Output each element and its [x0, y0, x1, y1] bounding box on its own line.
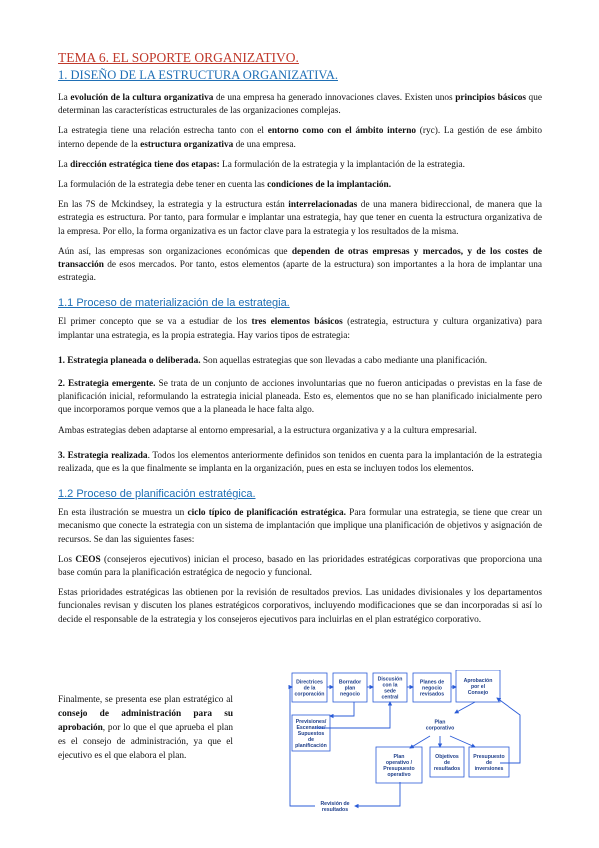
diagram-node: [292, 715, 330, 751]
paragraph: 2. Estrategia emergente. Se trata de un conjunto de acciones involuntarias que no fueron anticipadas o previstas en la fase de planificación inicial, reformulando la estrategia inicial planeada. Esto es, elementos que no se han planificado inicialmente pero que incorporamos porque vemos que a la planeada le hace falta algo.: [58, 379, 543, 416]
page-title: TEMA 6. EL SOPORTE ORGANIZATIVO.: [58, 50, 299, 65]
diagram-node-label: Directrices: [296, 679, 323, 686]
diagram-node-label: corporación: [294, 691, 325, 698]
paragraph: El primer concepto que se va a estudiar de los tres elementos básicos (estrategia, estructura y cultura organizativa) para implantar una estrategia, es la propia estrategia. Hay varios tipos de estrategia:: [58, 317, 543, 341]
diagram-node-label: revisados: [419, 691, 445, 698]
diagram-node: [456, 670, 500, 702]
diagram-node-label: planificación: [295, 742, 327, 749]
diagram-node-label: Aprobación: [463, 677, 493, 684]
diagram-node-label: negocio: [422, 685, 442, 692]
diagram-node: [373, 673, 407, 702]
paragraph: Ambas estrategias deben adaptarse al entorno empresarial, a la estructura organizativa y a la cultura empresarial.: [58, 425, 477, 436]
diagram-node-label: Discusión: [377, 676, 403, 683]
diagram-node-label: de la: [303, 685, 316, 692]
paragraph: En esta ilustración se muestra un ciclo típico de planificación estratégica. Para formular una estrategia, se tiene que crear un mecanismo que conecte la estrategia con un sistema de implantación que implique una planificación de objetivos y asignación de recursos. Se dan las siguientes fases:: [58, 508, 542, 545]
diagram-node-label: resultados: [321, 806, 349, 813]
diagram-node: [413, 673, 451, 702]
paragraph: Finalmente, se presenta ese plan estratégico al consejo de administración para su aprobación, por lo que el que aprueba el plan es el consejo de administración, ya que el ejecutivo es el que elabora el plan.: [58, 695, 233, 761]
diagram-node-label: inversiones: [474, 765, 504, 772]
paragraph: Aún así, las empresas son organizaciones económicas que dependen de otras empresas y mercados, y de los costes de transacción de esos mercados. Por tanto, estos elementos (aparte de la estructura) son importantes a la hora de implantar una estrategia.: [58, 246, 542, 284]
diagram-node-label: corporativo: [425, 725, 455, 732]
paragraph: La dirección estratégica tiene dos etapas: La formulación de la estrategia y la implantación de la estrategia.: [58, 159, 465, 170]
diagram-node-label: Supuestos: [297, 730, 325, 737]
diagram-node-label: de: [307, 736, 315, 743]
diagram-node-label: Plan: [434, 719, 446, 726]
diagram-node: [292, 673, 327, 702]
diagram-node-label: de: [485, 759, 493, 766]
diagram-svg: [280, 670, 542, 822]
diagram-node-label: por el: [470, 683, 486, 690]
paragraph: La formulación de la estrategia debe tener en cuenta las condiciones de la implantación.: [58, 180, 392, 191]
diagram-node-label: operativo: [387, 771, 411, 778]
paragraph: La evolución de la cultura organizativa de una empresa ha generado innovaciones claves. Existen unos principios básicos que determinan las características estructurales de las organizaciones complejas.: [58, 93, 542, 117]
paragraph: Los CEOS (consejeros ejecutivos) inician el proceso, basado en las prioridades estratégicas corporativas que proporciona una base común para la planificación estratégica de negocio y funcional.: [58, 554, 542, 579]
diagram-node-label: de: [443, 759, 451, 766]
diagram-node-label: Planes de: [419, 679, 445, 686]
diagram-node-label: plan: [344, 685, 356, 692]
diagram-node-label: Revisión de: [320, 800, 350, 807]
diagram-node-label: operativo /: [385, 759, 413, 766]
diagram-node-label: negocio: [340, 691, 360, 698]
diagram-node-label: Escenarios/: [296, 724, 326, 731]
paragraph: En las 7S de Mckindsey, la estrategia y la estructura están interrelacionadas de una manera bidireccional, de manera que la estrategia es estructura. Por tanto, para formular e implantar una estrategia, hay que tener en cuenta la estructura organizativa de la empresa. Por ello, la forma organizativa es un factor clave para la estrategia y los resultados de la misma.: [58, 200, 542, 237]
paragraph: 1. Estrategia planeada o deliberada. Son aquellas estrategias que son llevadas a cabo mediante una planificación.: [58, 355, 488, 366]
planning-cycle-diagram: [280, 670, 542, 822]
diagram-node: [376, 747, 422, 783]
paragraph: 3. Estrategia realizada. Todos los elementos anteriormente definidos son tenidos en cuenta para la implantación de la estrategia realizada, que es la que finalmente se implanta en la organización, pues en esta se incluyen todos los elementos.: [58, 450, 542, 475]
diagram-node: [333, 673, 367, 702]
side-paragraph: [58, 693, 233, 770]
diagram-node-label: Objetivos: [435, 753, 459, 760]
diagram-node: [430, 747, 464, 777]
diagram-node-label: sede: [384, 688, 396, 695]
diagram-node: [469, 747, 509, 777]
diagram-node-label: Plan: [393, 753, 405, 760]
diagram-node-label: Presupuesto: [383, 765, 415, 772]
paragraph: La estrategia tiene una relación estrecha tanto con el entorno como con el ámbito interno (ryc). La gestión de ese ámbito interno depende de la estructura organizativa de una empresa.: [58, 126, 542, 150]
diagram-node-label: Presupuesto: [473, 753, 505, 760]
section-heading-1-2: 1.2 Proceso de planificación estratégica.: [58, 488, 256, 501]
diagram-node-label: Consejo: [467, 689, 489, 696]
section-heading-1: 1. DISEÑO DE LA ESTRUCTURA ORGANIZATIVA.: [58, 68, 338, 82]
diagram-node-label: Previsiones/: [295, 718, 327, 725]
paragraph: Estas prioridades estratégicas las obtienen por la revisión de resultados previos. Las unidades divisionales y los departamentos funcionales revisan y discuten los planes estratégicos corporativos, incluyendo modificaciones que se dan incorporadas si así lo decide el responsable de la estrategia y los consejeros ejecutivos para incluirlas en el plan estratégico corporativo.: [58, 588, 542, 625]
diagram-node: [420, 713, 460, 736]
diagram-node-label: Borrador: [338, 679, 362, 686]
diagram-node-label: con la: [382, 682, 398, 689]
document-body: [58, 50, 542, 634]
diagram-node-label: resultados: [433, 765, 461, 772]
diagram-node: [315, 796, 355, 816]
diagram-node-label: central: [381, 694, 399, 701]
section-heading-1-1: 1.1 Proceso de materialización de la estrategia.: [58, 297, 290, 310]
